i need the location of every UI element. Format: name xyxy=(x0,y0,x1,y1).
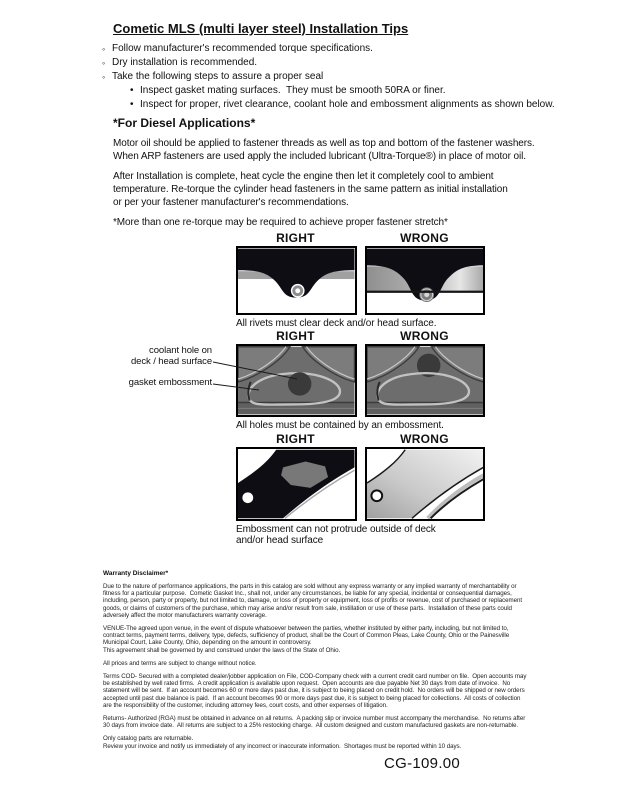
bolt-hole-icon xyxy=(371,490,382,501)
diesel-paragraph-line: Motor oil should be applied to fastener threads as well as top and bottom of the fastener washers. xyxy=(113,138,535,149)
legal-paragraph xyxy=(103,715,533,729)
warranty-disclaimer-text xyxy=(103,583,533,750)
tip-text: Dry installation is recommended. xyxy=(112,57,258,68)
legal-section xyxy=(103,570,533,756)
legal-paragraph-line: Returns- Authorized (RGA) must be obtained in advance on all returns. A packing slip or invoice number must accompany the merchandise. No returns after xyxy=(103,715,526,723)
circle-bullet-icon: ◦ xyxy=(102,44,106,54)
tip-text: Take the following steps to assure a proper seal xyxy=(112,71,324,82)
legal-paragraph xyxy=(103,673,533,709)
diesel-section xyxy=(113,116,535,236)
legal-paragraph-line: Municipal Court, Lake County, Ohio, depending on the amount in controversy. xyxy=(103,639,312,647)
row3-caption-line1: Embossment can not protrude outside of deck xyxy=(236,524,436,535)
rivet-clearance-right-diagram xyxy=(236,246,357,315)
legal-paragraph-line: including, person, party or property, but not limited to, damage, or loss of property or equipment, loss of profits or revenue, cost of purchased or replacement xyxy=(103,597,523,605)
wrong-label: WRONG xyxy=(400,231,449,245)
circle-bullet-icon: ◦ xyxy=(102,72,106,82)
legal-paragraph-line: Review your invoice and notify us immediately of any incorrect or inaccurate information. Shortages must be reported within 10 days. xyxy=(103,742,462,750)
diesel-paragraph-line: or per your fastener manufacturer's recommendations. xyxy=(113,197,349,208)
row1-caption: All rivets must clear deck and/or head surface. xyxy=(236,318,437,329)
diesel-paragraph xyxy=(113,170,535,209)
row2-caption: All holes must be contained by an embossment. xyxy=(236,420,444,431)
warranty-disclaimer-heading: Warranty Disclaimer* xyxy=(103,570,169,577)
gasket-embossment-callout: gasket embossment xyxy=(128,377,212,388)
tip-item xyxy=(102,70,555,84)
page-title: Cometic MLS (multi layer steel) Installation Tips xyxy=(113,21,409,36)
legal-paragraph xyxy=(103,625,533,654)
legal-paragraph-line: Terms COD- Secured with a completed dealer/jobber application on File, COD-Company check with a current credit card number on file. Open accounts may xyxy=(103,673,527,681)
diesel-paragraph-line: After Installation is complete, heat cycle the engine then let it completely cool to ambient xyxy=(113,171,494,182)
legal-paragraph xyxy=(103,660,533,667)
legal-paragraph-line: Only catalog parts are returnable. xyxy=(103,735,194,743)
legal-paragraph-line: goods, or claims of customers of the purchase, which may arise and/or result from sale, instillation or use of these parts. Installation of these parts could xyxy=(103,604,512,612)
right-label: RIGHT xyxy=(276,329,315,343)
tip-text: Inspect gasket mating surfaces. They must be smooth 50RA or finer. xyxy=(140,85,446,96)
callout-leader-lines xyxy=(213,358,301,396)
diesel-paragraph xyxy=(113,137,535,163)
installation-tips-list xyxy=(102,42,555,112)
dot-bullet-icon: • xyxy=(130,99,134,110)
protrusion-wrong-diagram xyxy=(365,447,486,521)
page-number: CG-109.00 xyxy=(384,755,461,772)
diesel-paragraph-line: *More than one re-torque may be required to achieve proper fastener stretch* xyxy=(113,217,448,228)
legal-paragraph-line: adversely affect the motor manufacturers warranty coverage. xyxy=(103,611,267,619)
legal-paragraph-line: statement will be sent. If an account becomes 60 or more days past due, it is subject to being placed on credit hold. No orders will be shipped or new orders xyxy=(103,687,525,695)
coolant-hole-callout-line2: deck / head surface xyxy=(130,356,212,367)
dot-bullet-icon: • xyxy=(130,85,134,96)
legal-paragraph-line: be established by well rated firms. A credit application is available upon request. Open accounts are due payable Net 30 days from date of invoice. No xyxy=(103,680,511,688)
coolant-hole-callout-line1: coolant hole on xyxy=(149,345,212,356)
diesel-paragraph-line: When ARP fasteners are used apply the included lubricant (Ultra-Torque®) in place of motor oil. xyxy=(113,151,526,162)
legal-paragraph-line: accepted until past due balance is paid. If an account becomes 90 or more days past due, it is subject to being placed for collections. All costs of collection xyxy=(103,694,521,702)
legal-paragraph-line: 30 days from invoice date. All returns are subject to a 25% restocking charge. All custom designed and custom manufactured gaskets are non-returnable. xyxy=(103,722,519,730)
tip-item xyxy=(130,98,555,112)
wrong-label: WRONG xyxy=(400,329,449,343)
right-label: RIGHT xyxy=(276,231,315,245)
right-label: RIGHT xyxy=(276,432,315,446)
diesel-paragraphs xyxy=(113,137,535,229)
diagram-row-embossment-protrusion xyxy=(236,432,485,546)
tip-item xyxy=(130,84,555,98)
legal-paragraph-line: VENUE-The agreed upon venue, in the event of dispute whatsoever between the parties, whether instituted by either party, including, but not limited to, xyxy=(103,625,509,633)
rivet-clearance-wrong-diagram xyxy=(365,246,486,315)
tip-item xyxy=(102,56,555,70)
diesel-paragraph-line: temperature. Re-torque the cylinder head fasteners in the same pattern as initial installation xyxy=(113,184,508,195)
diagram-row-rivet-clearance xyxy=(236,231,485,329)
wrong-label: WRONG xyxy=(400,432,449,446)
coolant-hole-wrong-diagram xyxy=(365,344,486,417)
row3-caption-line2: and/or head surface xyxy=(236,535,324,546)
row2-callouts xyxy=(104,345,212,388)
bolt-hole-icon xyxy=(242,492,253,503)
tip-item xyxy=(102,42,555,56)
legal-paragraph-line: All prices and terms are subject to change without notice. xyxy=(103,659,257,667)
legal-paragraph-line: Due to the nature of performance applications, the parts in this catalog are sold without any express warranty or any implied warranty of merchantability or xyxy=(103,583,517,590)
tip-text: Inspect for proper, rivet clearance, coolant hole and embossment alignments as shown below. xyxy=(140,99,555,110)
legal-paragraph-line: are the responsibility of the customer, including attorney fees, court costs, and other expenses of litigation. xyxy=(103,701,388,709)
circle-bullet-icon: ◦ xyxy=(102,58,106,68)
legal-paragraph-line: fitness for a particular purpose. Cometic Gasket Inc., shall not, under any circumstances, be liable for any special, incidental or consequential damages, xyxy=(103,590,512,598)
legal-paragraph xyxy=(103,735,533,749)
diesel-heading: *For Diesel Applications* xyxy=(113,116,256,130)
legal-paragraph-line: This agreement shall be governed by and construed under the laws of the State of Ohio. xyxy=(103,646,341,654)
tip-text: Follow manufacturer's recommended torque specifications. xyxy=(112,43,373,54)
diesel-paragraph xyxy=(113,216,535,229)
protrusion-right-diagram xyxy=(236,447,357,521)
legal-paragraph xyxy=(103,583,533,619)
legal-paragraph-line: contract terms, payment terms, delivery, type, defects, sufficiency of product, shall be the Court of Common Pleas, Lake County, Ohio or the Painesville xyxy=(103,632,510,640)
